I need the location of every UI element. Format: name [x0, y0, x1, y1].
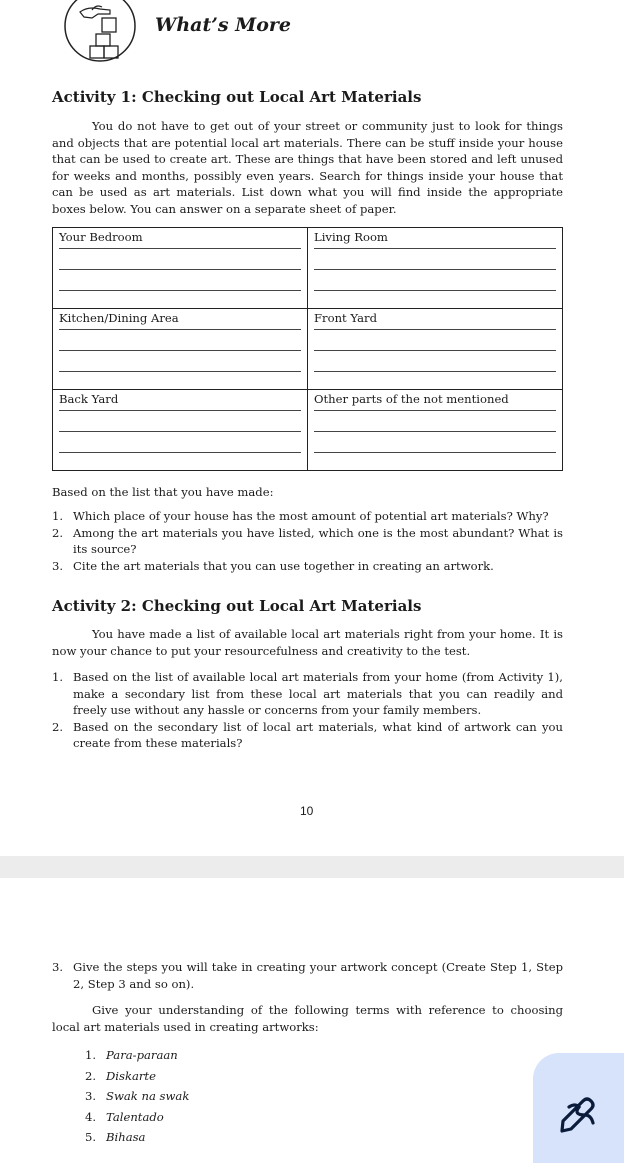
list-item: 1. Which place of your house has the most amount of potential art materials? Why? [52, 509, 549, 523]
materials-table [52, 227, 563, 471]
table-cell[interactable] [53, 228, 308, 309]
list-item: 5. Bihasa [85, 1130, 146, 1144]
edit-button[interactable] [533, 1053, 624, 1163]
activity-2-paragraph: You have made a list of available local art materials right from your home. It is now your chance to put your resourcefulness and creativity to the test. [52, 627, 563, 658]
step-item [52, 959, 563, 992]
activity-1-paragraph: You do not have to get out of your street or community just to look for things and objects that are potential local art materials. There can be stuff inside your house that can be used to create art. These are things that have been stored and left unused for weeks and months, possibly even years. Search for things inside your house that can be used as art materials. List down what you will find inside the appropriate boxes below. You can answer on a separate sheet of paper. [52, 119, 563, 216]
table-cell[interactable] [53, 390, 308, 471]
cell-label: Living Room [314, 230, 388, 244]
list-item: 3. Swak na swak [85, 1089, 190, 1103]
list-item: 4. Talentado [85, 1109, 164, 1124]
terms-list [85, 1045, 385, 1148]
list-item: 3. Cite the art materials that you can use together in creating an artwork. [52, 558, 494, 573]
cell-label: Your Bedroom [59, 230, 143, 244]
table-cell[interactable] [308, 390, 563, 471]
cell-label: Front Yard [314, 311, 378, 325]
question-list [52, 508, 563, 574]
page-break [0, 856, 624, 878]
list-item: 2. Among the art materials you have listed, which one is the most abundant? What is its source? [52, 525, 563, 557]
based-on-label: Based on the list that you have made: [52, 485, 274, 499]
list-item: 1. Para-paraan [85, 1048, 178, 1062]
section-title: What’s More [155, 14, 291, 36]
activity-1-title: Activity 1: Checking out Local Art Materials [52, 88, 422, 106]
activity-2-title: Activity 2: Checking out Local Art Materials [52, 597, 422, 615]
activity-2-list [52, 669, 563, 752]
hand-blocks-icon [62, 0, 138, 62]
cell-label: Back Yard [59, 392, 119, 406]
list-item: 3. Give the steps you will take in creating your artwork concept (Create Step 1, Step 2, Step 3 and so on). [52, 960, 563, 991]
cell-label: Kitchen/Dining Area [59, 311, 179, 325]
table-cell[interactable] [308, 228, 563, 309]
page-number: 10 [300, 804, 314, 818]
list-item: 2. Based on the secondary list of local art materials, what kind of artwork can you create from these materials? [52, 719, 563, 751]
cell-label: Other parts of the not mentioned [314, 392, 509, 406]
pen-edit-icon [549, 1085, 609, 1145]
list-item: 1. Based on the list of available local art materials from your home (from Activity 1), make a secondary list from these local art materials that you can readily and freely use without any hassle or concerns from your family members. [52, 670, 563, 718]
table-cell[interactable] [53, 309, 308, 390]
understanding-paragraph: Give your understanding of the following terms with reference to choosing local art materials used in creating artworks: [52, 1003, 563, 1034]
list-item: 2. Diskarte [85, 1068, 156, 1083]
table-cell[interactable] [308, 309, 563, 390]
